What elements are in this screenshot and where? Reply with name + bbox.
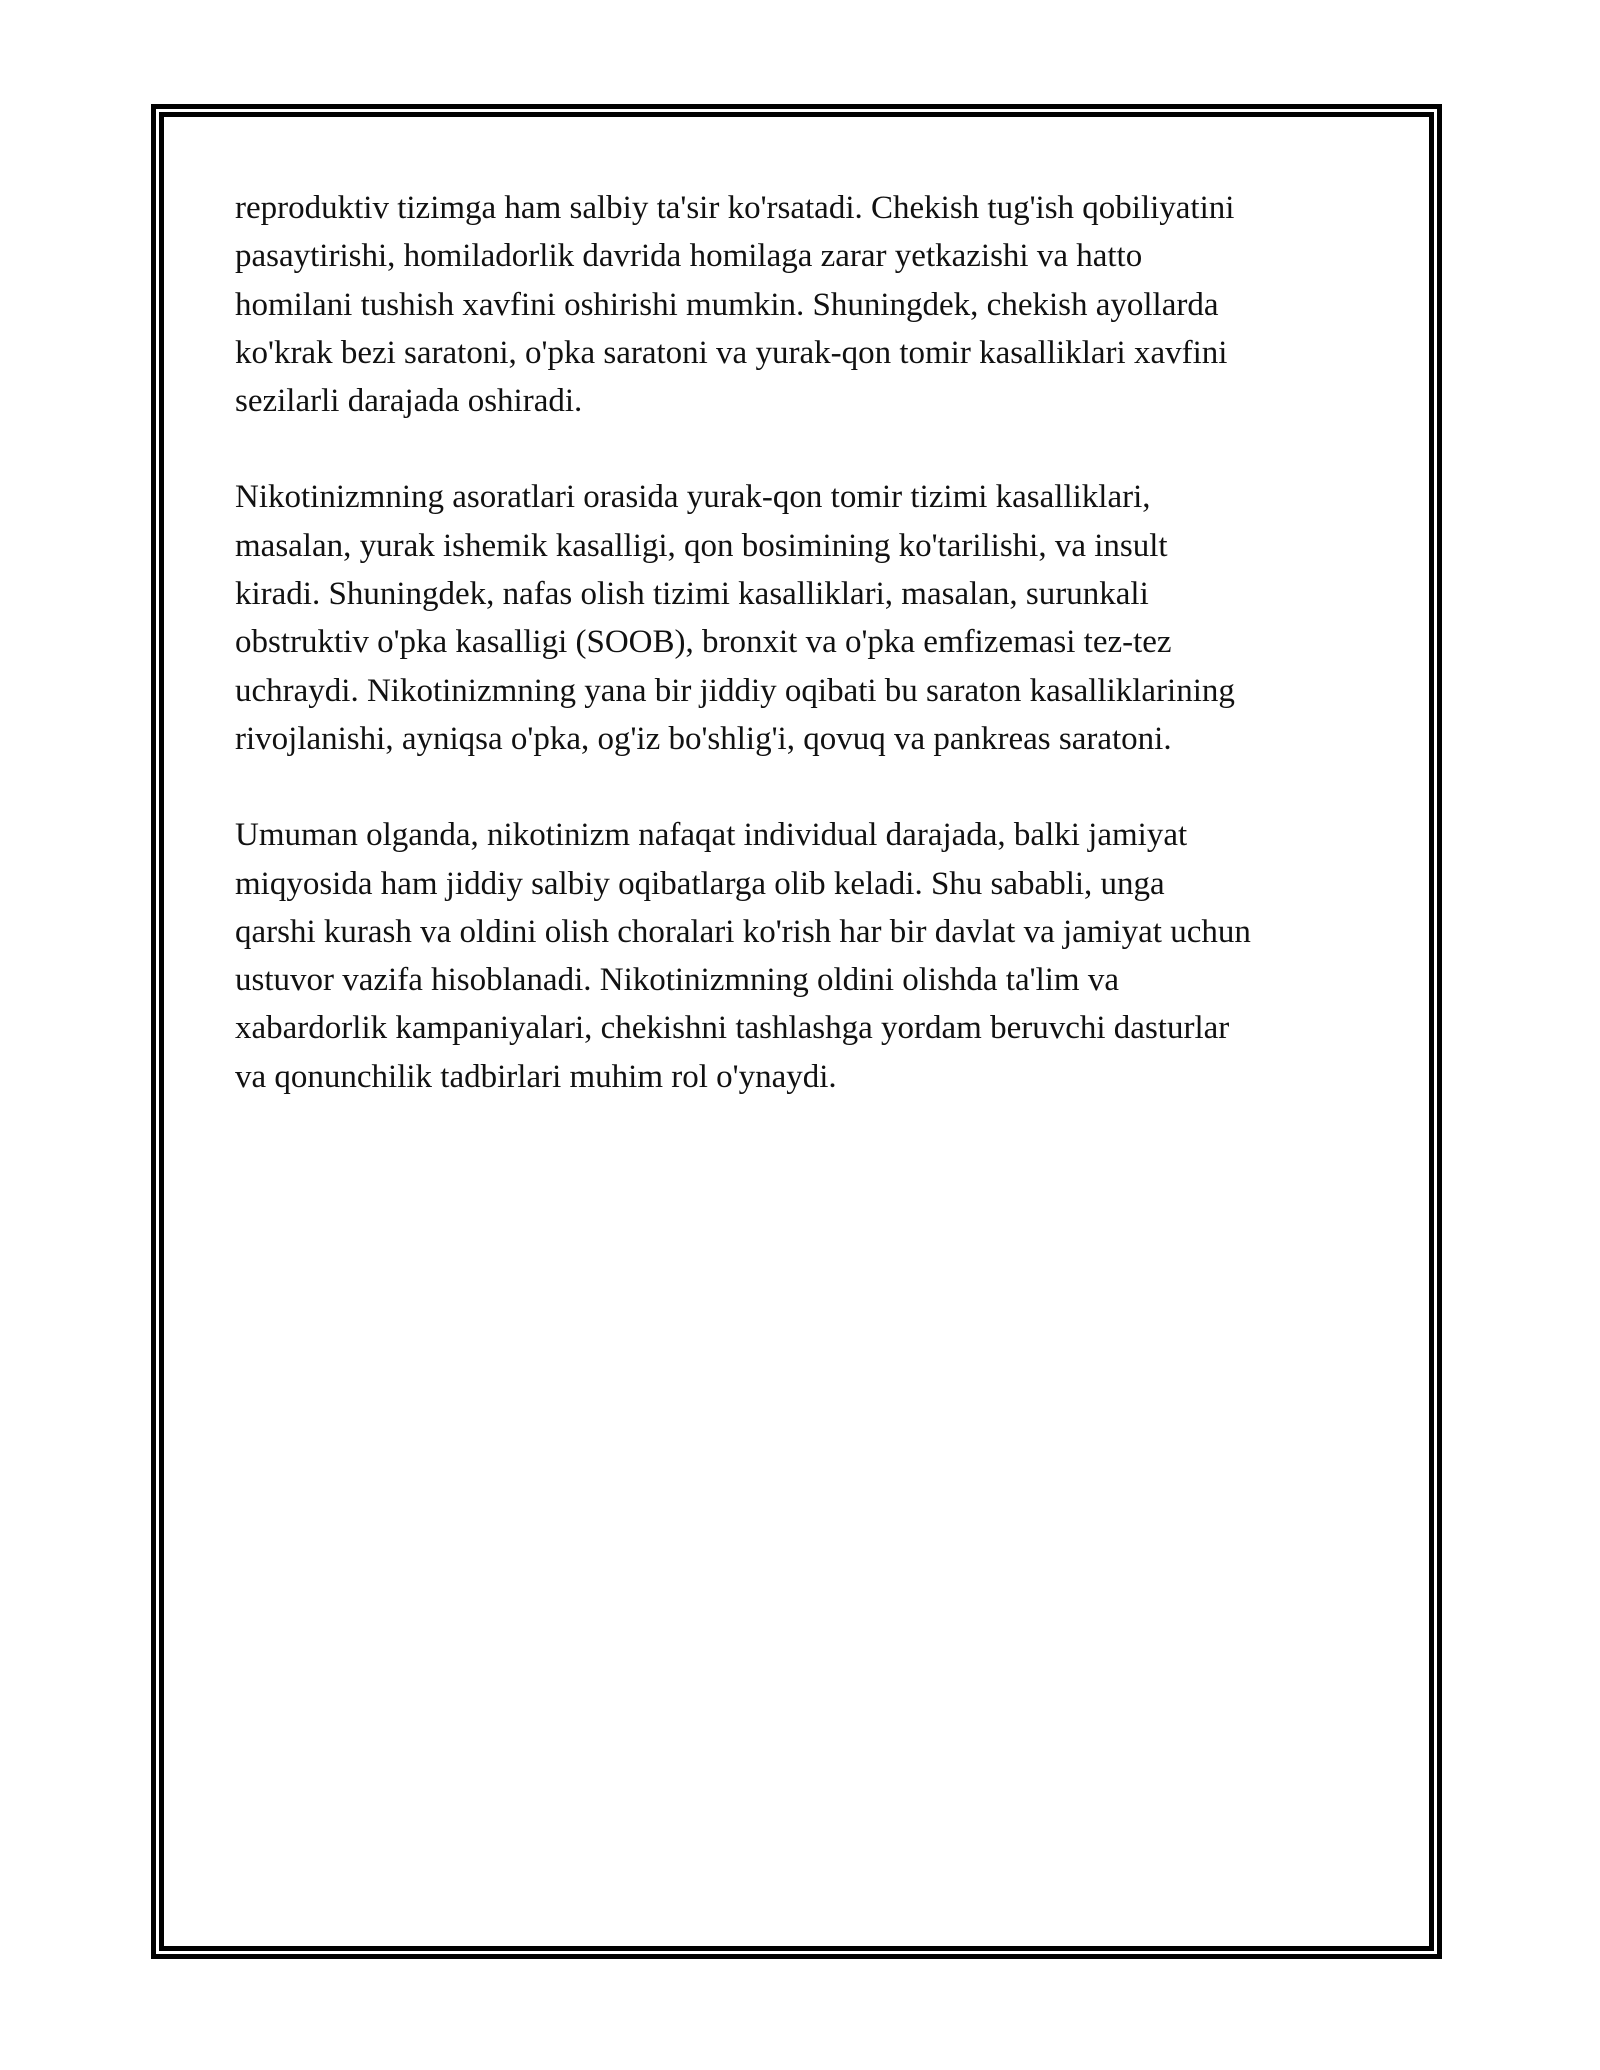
text-line: uchraydi. Nikotinizmning yana bir jiddiy oqibati bu saraton kasalliklarining bbox=[235, 672, 1235, 709]
document-body bbox=[235, 184, 1375, 1149]
paragraph-2 bbox=[235, 473, 1375, 763]
text-line: Nikotinizmning asoratlari orasida yurak-qon tomir tizimi kasalliklari, bbox=[235, 479, 1151, 516]
text-line: xabardorlik kampaniyalari, chekishni tashlashga yordam beruvchi dasturlar bbox=[235, 1010, 1230, 1047]
paragraph-3 bbox=[235, 811, 1375, 1101]
text-line: va qonunchilik tadbirlari muhim rol o'ynaydi. bbox=[235, 1058, 837, 1095]
text-line: masalan, yurak ishemik kasalligi, qon bosimining ko'tarilishi, va insult bbox=[235, 527, 1168, 564]
text-line: Umuman olganda, nikotinizm nafaqat individual darajada, balki jamiyat bbox=[235, 817, 1188, 854]
paragraph-1 bbox=[235, 184, 1375, 425]
text-line: obstruktiv o'pka kasalligi (SOOB), bronxit va o'pka emfizemasi tez-tez bbox=[235, 624, 1172, 661]
text-line: homilani tushish xavfini oshirishi mumkin. Shuningdek, chekish ayollarda bbox=[235, 286, 1219, 323]
text-line: sezilarli darajada oshiradi. bbox=[235, 383, 583, 420]
text-line: ustuvor vazifa hisoblanadi. Nikotinizmning oldini olishda ta'lim va bbox=[235, 962, 1119, 999]
text-line: miqyosida ham jiddiy salbiy oqibatlarga olib keladi. Shu sababli, unga bbox=[235, 865, 1165, 902]
text-line: ko'krak bezi saratoni, o'pka saratoni va yurak-qon tomir kasalliklari xavfini bbox=[235, 334, 1228, 371]
text-line: rivojlanishi, ayniqsa o'pka, og'iz bo'shlig'i, qovuq va pankreas saratoni. bbox=[235, 720, 1172, 757]
text-line: qarshi kurash va oldini olish choralari ko'rish har bir davlat va jamiyat uchun bbox=[235, 913, 1251, 950]
text-line: reproduktiv tizimga ham salbiy ta'sir ko'rsatadi. Chekish tug'ish qobiliyatini bbox=[235, 190, 1235, 226]
text-line: kiradi. Shuningdek, nafas olish tizimi kasalliklari, masalan, surunkali bbox=[235, 576, 1149, 613]
text-line: pasaytirishi, homiladorlik davrida homilaga zarar yetkazishi va hatto bbox=[235, 238, 1143, 275]
